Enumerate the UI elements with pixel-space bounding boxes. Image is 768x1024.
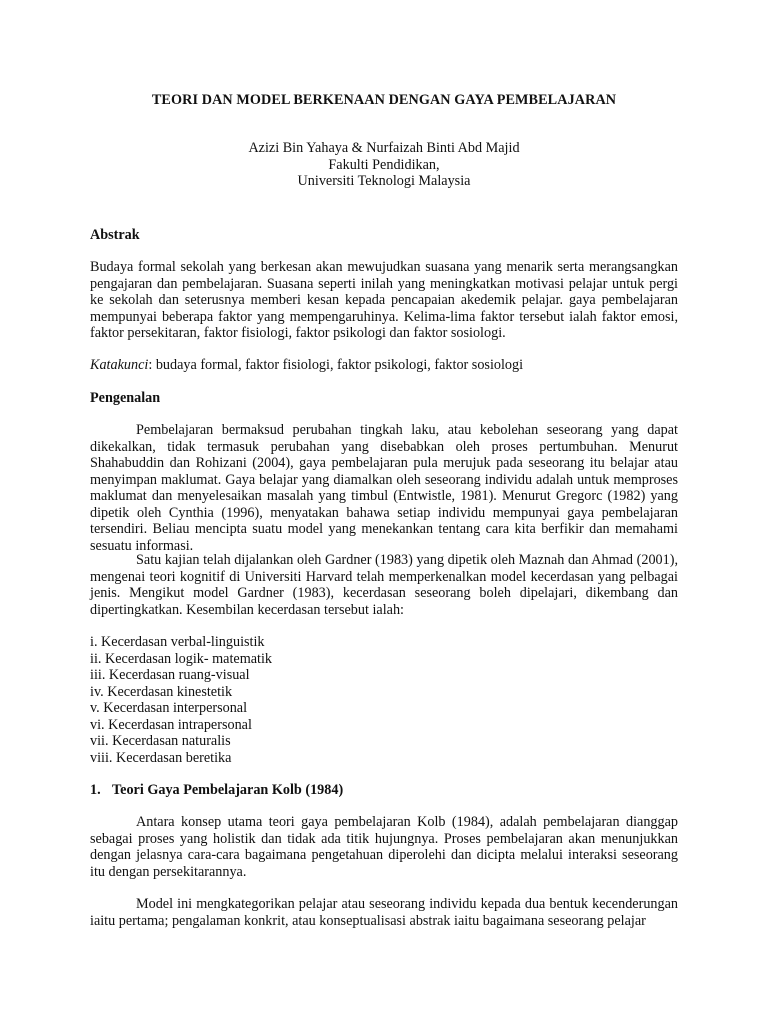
- list-item: iv. Kecerdasan kinestetik: [90, 683, 233, 700]
- document-title: TEORI DAN MODEL BERKENAAN DENGAN GAYA PEMBELAJARAN: [151, 92, 617, 108]
- introduction-paragraph-1: Pembelajaran bermaksud perubahan tingkah laku, atau kebolehan seseorang yang dapat dikekalkan, tidak termasuk perubahan yang disebabkan oleh proses pertumbuhan. Menurut Shahabuddin dan Rohizani (2004), gaya pembelajaran pula merujuk pada seseorang itu belajar atau menyimpan maklumat. Gaya belajar yang diamalkan oleh seseorang individu adalah untuk memproses maklumat dan menyelesaikan masalah yang timbul (Entwistle, 1981). Menurut Gregorc (1982) yang dipetik oleh Cynthia (1996), menyatakan bahawa setiap individu mempunyai gaya pembelajaran tersendiri. Beliau mencipta suatu model yang menekankan tentang cara kita berfikir dan memahami sesuatu informasi.: [90, 422, 678, 554]
- author-block: [0, 140, 768, 190]
- introduction-heading: Pengenalan: [90, 390, 161, 406]
- faculty-name: Fakulti Pendidikan,: [328, 156, 440, 173]
- section-number: 1.: [90, 782, 101, 798]
- abstract-heading: Abstrak: [90, 227, 140, 243]
- section-1-paragraph-1: Antara konsep utama teori gaya pembelajaran Kolb (1984), adalah pembelajaran dianggap sebagai proses yang holistik dan tidak ada titik hujungnya. Proses pembelajaran akan menunjukkan dengan jelasnya cara-cara bagaimana pengetahuan diperolehi dan dicipta melalui interaksi seseorang itu dengan persekitarannya.: [90, 814, 678, 880]
- list-item: viii. Kecerdasan beretika: [90, 749, 232, 766]
- abstract-body: Budaya formal sekolah yang berkesan akan mewujudkan suasana yang menarik serta merangsangkan pengajaran dan pembelajaran. Suasana seperti inilah yang meningkatkan motivasi pelajar untuk pergi ke sekolah dan seterusnya memberi kesan kepada pencapaian akedemik pelajar. gaya pembelajaran mempunyai beberapa faktor yang mempengaruhinya. Kelima-lima faktor tersebut ialah faktor emosi, faktor persekitaran, faktor fisiologi, faktor psikologi dan faktor sosiologi.: [90, 259, 678, 341]
- keywords-text: : budaya formal, faktor fisiologi, faktor psikologi, faktor sosiologi: [148, 357, 524, 373]
- introduction-paragraph-2: Satu kajian telah dijalankan oleh Gardner (1983) yang dipetik oleh Maznah dan Ahmad (2001), mengenai teori kognitif di Universiti Harvard telah memperkenalkan model kecerdasan yang pelbagai jenis. Mengikut model Gardner (1983), kecerdasan seseorang boleh dipelajari, dikembang dan dipertingkatkan. Kesembilan kecerdasan tersebut ialah:: [90, 552, 678, 618]
- list-item: v. Kecerdasan interpersonal: [90, 700, 248, 716]
- keywords-label: Katakunci: [90, 357, 149, 373]
- author-names: Azizi Bin Yahaya & Nurfaizah Binti Abd Majid: [248, 140, 520, 156]
- list-item: iii. Kecerdasan ruang-visual: [90, 667, 250, 683]
- intelligence-list: [90, 634, 678, 766]
- list-item: vi. Kecerdasan intrapersonal: [90, 716, 252, 733]
- list-item: i. Kecerdasan verbal-linguistik: [90, 634, 265, 650]
- list-item: vii. Kecerdasan naturalis: [90, 733, 231, 749]
- keywords-line: [90, 357, 678, 374]
- university-name: Universiti Teknologi Malaysia: [297, 173, 471, 189]
- list-item: ii. Kecerdasan logik- matematik: [90, 650, 273, 667]
- section-1-heading: [90, 782, 678, 799]
- section-1-paragraph-2: Model ini mengkategorikan pelajar atau seseorang individu kepada dua bentuk kecenderungan iaitu pertama; pengalaman konkrit, atau konseptualisasi abstrak iaitu bagaimana seseorang pelajar: [90, 896, 678, 929]
- section-title: Teori Gaya Pembelajaran Kolb (1984): [112, 782, 344, 798]
